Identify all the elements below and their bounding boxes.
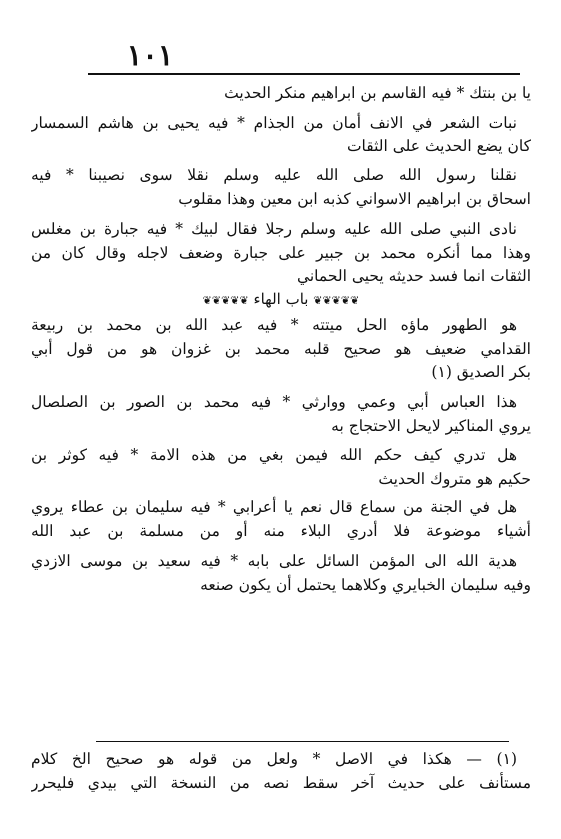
text-line: حكيم هو متروك الحديث	[378, 470, 531, 488]
text-line: نادى النبي صلى الله عليه وسلم رجلا فقال لبيك * فيه جبارة بن مغلس	[31, 220, 517, 238]
text-line: وهذا مما أنكره محمد بن جبير على جبارة وضعف لاجله وقال كان من	[31, 244, 531, 262]
text-line: هل في الجنة من سماع قال نعم يا أعرابي * فيه سليمان بن عطاء يروي	[31, 498, 517, 516]
text-line: القدامي ضعيف هو صحيح قلبه محمد بن غزوان هو من قول أبي	[31, 340, 531, 358]
page-number: ١٠١	[126, 38, 174, 72]
text-line: يروي المناكير لايحل الاحتجاج به	[331, 417, 531, 435]
text-line: كان يضع الحديث على الثقات	[346, 137, 531, 155]
ornament-right: ❦❦❦❦❦	[202, 294, 249, 307]
text-line: هو الطهور ماؤه الحل ميتته * فيه عبد الله بن محمد بن ربيعة	[31, 316, 517, 334]
footnote-line: (١) — هكذا في الاصل * ولعل من قوله هو صحيح الخ كلام	[31, 750, 517, 768]
section-heading-text: باب الهاء	[253, 290, 309, 308]
text-line: نبات الشعر في الانف أمان من الجذام * فيه يحيى بن هاشم السمسار	[31, 114, 517, 132]
text-line: نقلنا رسول الله صلى الله عليه وسلم نقلا سوى نصيبنا * فيه	[31, 166, 517, 184]
text-line: اسحاق بن ابراهيم الاسواني كذبه ابن معين وهذا مقلوب	[178, 190, 531, 208]
text-line: هذا العباس أبي وعمي ووارثي * فيه محمد بن الصور بن الصلصال	[31, 393, 517, 411]
ornament-left: ❦❦❦❦❦	[313, 294, 360, 307]
text-line: هل تدري كيف حكم الله فيمن بغي من هذه الامة * فيه كوثر بن	[31, 446, 517, 464]
section-heading	[31, 288, 531, 312]
text-line: أشياء موضوعة فلا أدري البلاء منه أو من مسلمة بن عبد الله	[31, 522, 531, 540]
text-line: يا بن بنتك * فيه القاسم بن ابراهيم منكر الحديث	[224, 84, 531, 102]
text-line: هدية الله الى المؤمن السائل على بابه * فيه سعيد بن موسى الازدي	[31, 552, 517, 570]
footnote-rule	[96, 741, 509, 742]
header-rule	[88, 73, 520, 75]
text-line: الثقات انما فسد حديثه يحيى الحماني	[296, 267, 531, 285]
text-line: وفيه سليمان الخبايري وكلاهما يحتمل أن يكون صنعه	[200, 576, 531, 594]
footnote-line: مستأنف على حديث آخر سقط نصه من النسخة التي بيدي فليحرر	[31, 774, 531, 792]
text-line: بكر الصديق (١)	[431, 363, 531, 381]
